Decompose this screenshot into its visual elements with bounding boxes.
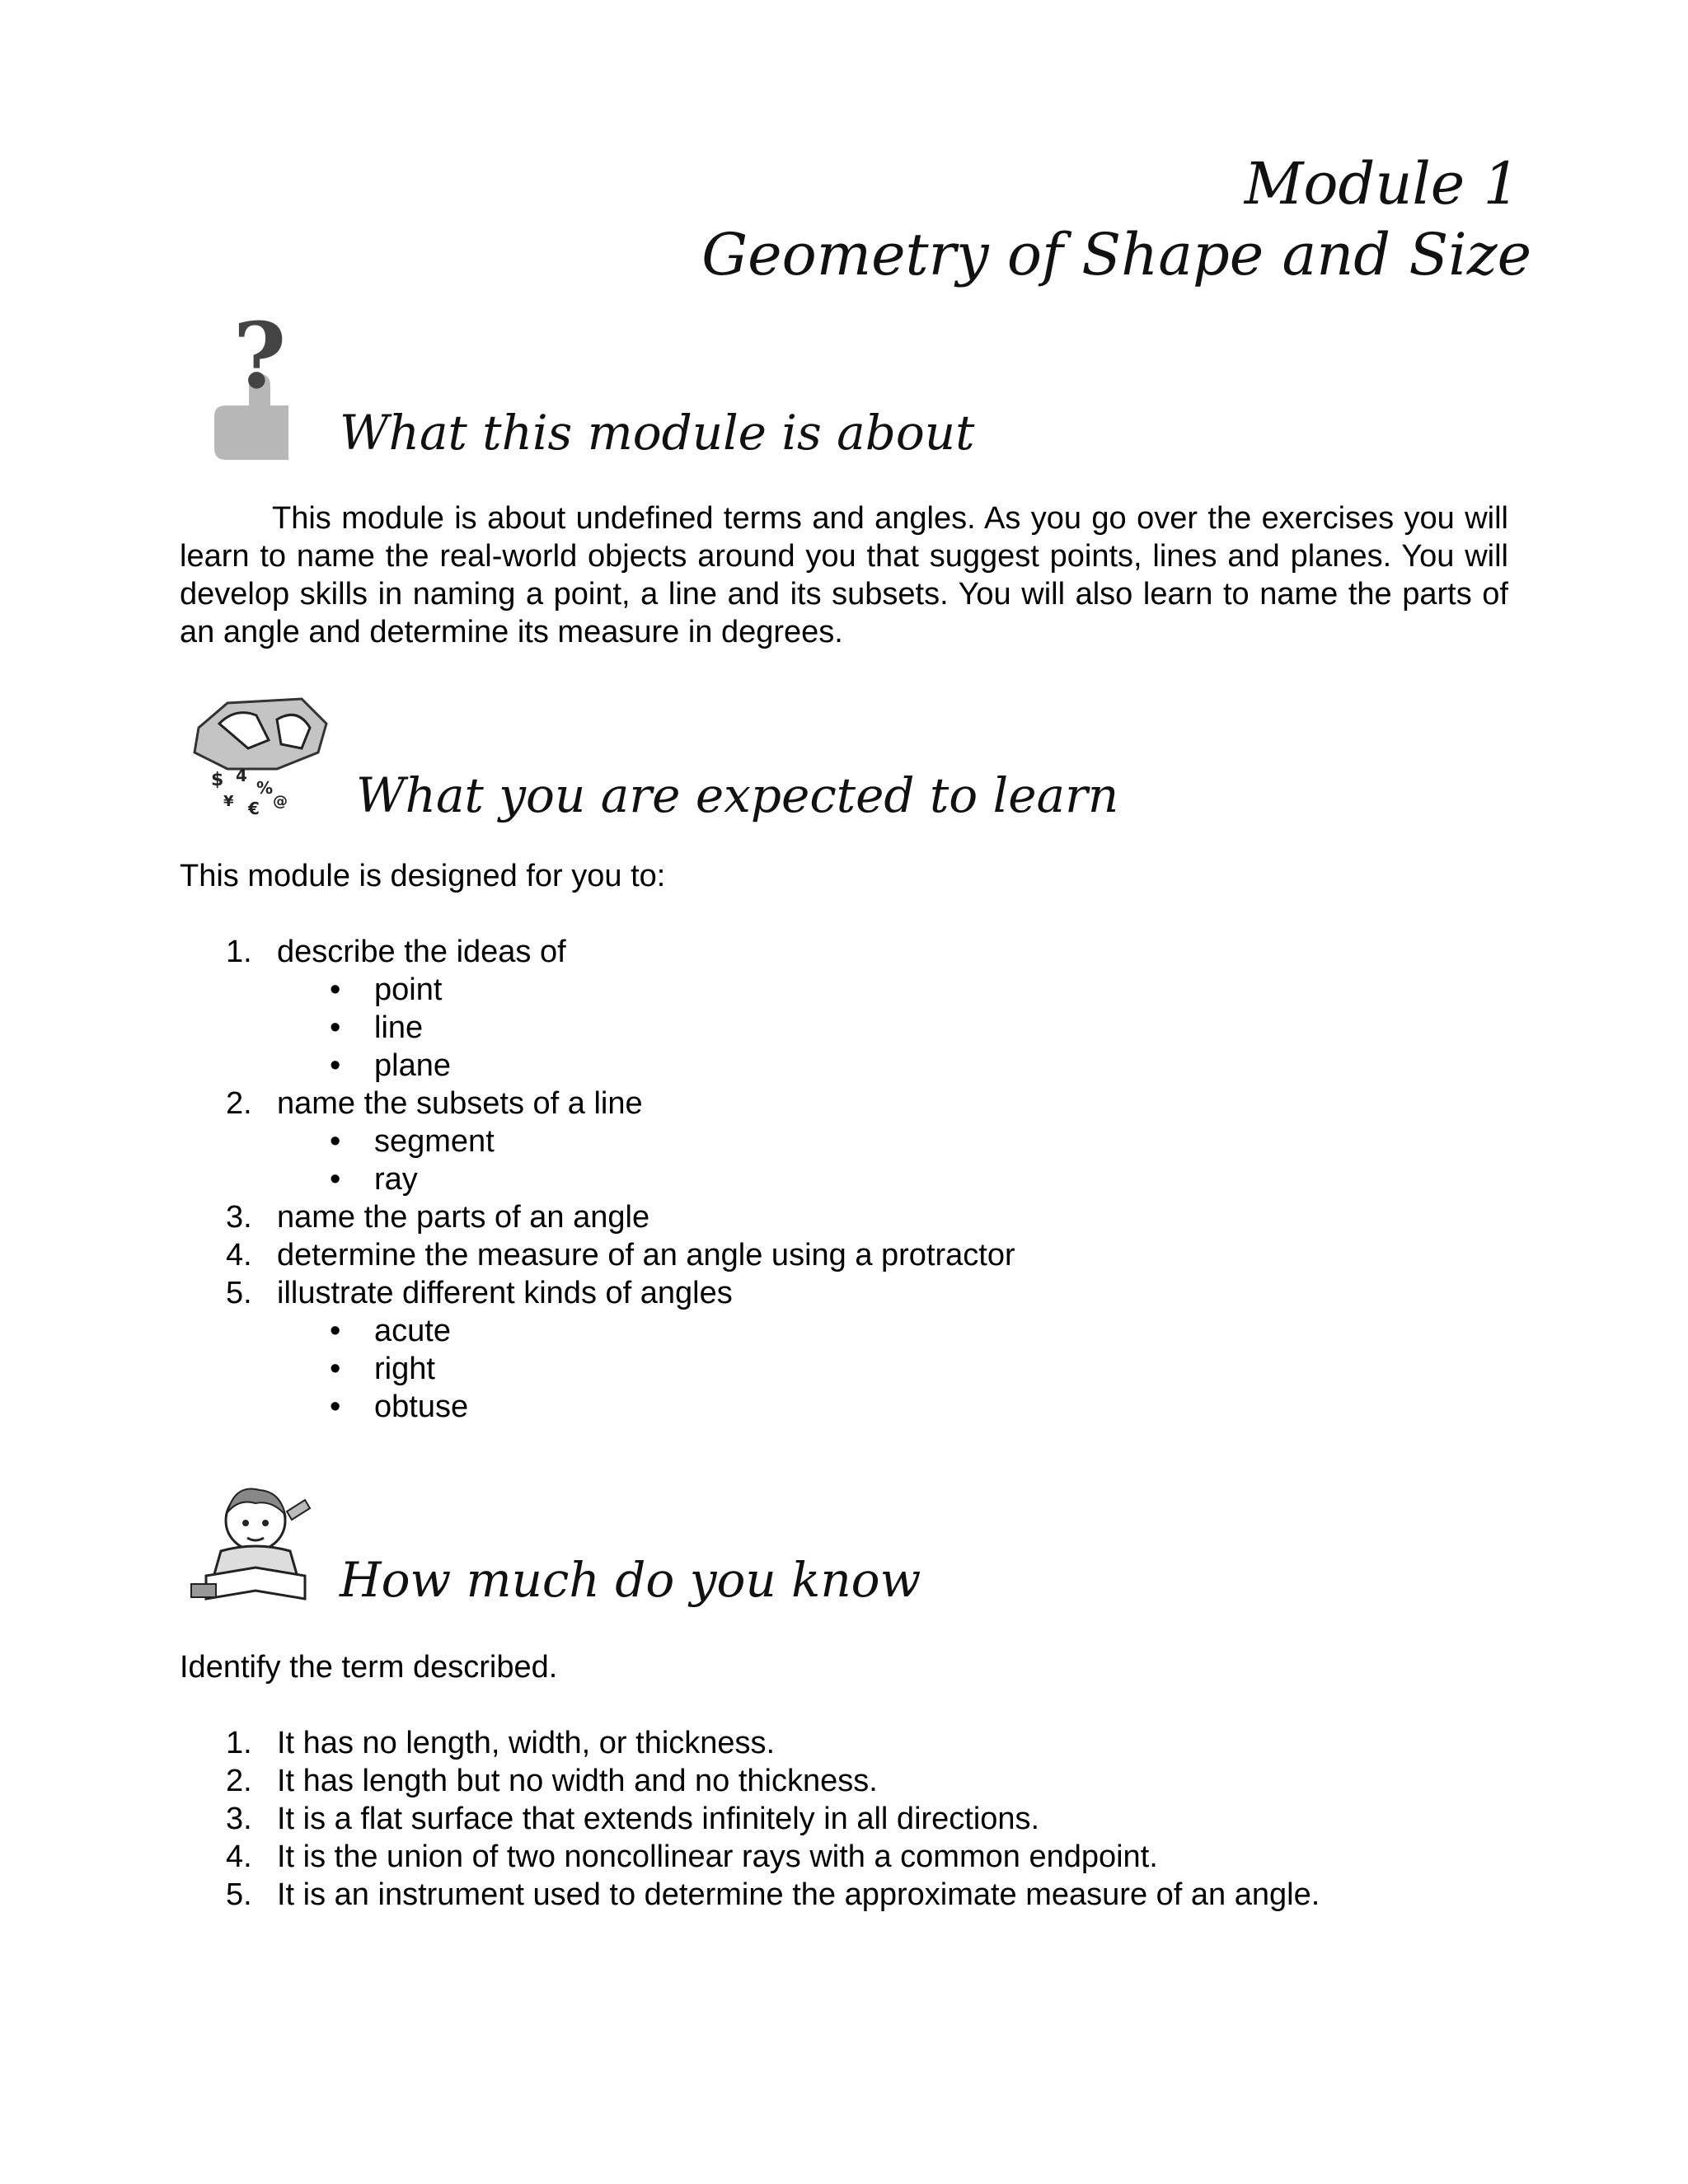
module-number: Module 1 bbox=[1244, 150, 1520, 218]
section-learn-title: What you are expected to learn bbox=[356, 767, 1119, 823]
sub-list bbox=[277, 1312, 1015, 1426]
hands-with-numbers-icon bbox=[178, 691, 335, 823]
list-item: • acute bbox=[330, 1314, 451, 1348]
list-item: 3. name the parts of an angle bbox=[226, 1200, 650, 1235]
section-about-body: This module is about undefined terms and angles. As you go over the exercises you will learn to name the real-world objects around you that suggest points, lines and planes. You will develop skills in naming a point, a line and its subsets. You will also learn to name the parts of an angle and determine its measure in degrees. bbox=[180, 501, 1508, 649]
sub-list bbox=[277, 971, 1015, 1085]
list-item: • ray bbox=[330, 1162, 418, 1197]
questions-list bbox=[0, 1724, 1320, 1914]
list-item: 3. It is a flat surface that extends infinitely in all directions. bbox=[226, 1802, 1040, 1836]
svg-text:€: € bbox=[248, 799, 260, 818]
section-learn-lead: This module is designed for you to: bbox=[180, 859, 666, 893]
svg-text:¥: ¥ bbox=[223, 793, 234, 810]
list-item: 5. illustrate different kinds of angles • acute • right • obtuse bbox=[0, 1274, 1015, 1426]
list-item: 1. It has no length, width, or thickness. bbox=[226, 1726, 776, 1760]
list-item: 4. It is the union of two noncollinear rays with a common endpoint. bbox=[226, 1840, 1158, 1874]
list-item: 2. name the subsets of a line • segment • ray bbox=[0, 1085, 1015, 1198]
section-know-title: How much do you know bbox=[340, 1552, 921, 1608]
objectives-list bbox=[0, 933, 1015, 1426]
list-item: 5. It is an instrument used to determine the approximate measure of an angle. bbox=[226, 1877, 1320, 1912]
list-item: • right bbox=[330, 1352, 435, 1386]
svg-text:?: ? bbox=[232, 313, 287, 409]
list-item: • point bbox=[330, 972, 443, 1007]
svg-text:@: @ bbox=[273, 793, 288, 810]
list-item: • line bbox=[330, 1010, 424, 1045]
question-mark-person-icon bbox=[198, 313, 313, 462]
sub-list bbox=[277, 1122, 1015, 1198]
list-item: • segment bbox=[330, 1124, 495, 1159]
list-item: 1. describe the ideas of • point • line • plane bbox=[0, 933, 1015, 1085]
list-item: • obtuse bbox=[330, 1390, 469, 1424]
list-item: 4. determine the measure of an angle using a protractor bbox=[226, 1238, 1015, 1272]
svg-text:$: $ bbox=[211, 770, 224, 790]
section-know-lead: Identify the term described. bbox=[180, 1650, 558, 1685]
svg-text:4: 4 bbox=[236, 766, 247, 785]
module-subtitle: Geometry of Shape and Size bbox=[701, 221, 1531, 288]
boy-studying-icon bbox=[190, 1475, 321, 1607]
svg-text:%: % bbox=[256, 778, 274, 798]
list-item: • plane bbox=[330, 1048, 451, 1083]
module-title bbox=[701, 148, 1531, 290]
section-about-title: What this module is about bbox=[340, 405, 975, 461]
list-item: 2. It has length but no width and no thickness. bbox=[226, 1764, 878, 1798]
